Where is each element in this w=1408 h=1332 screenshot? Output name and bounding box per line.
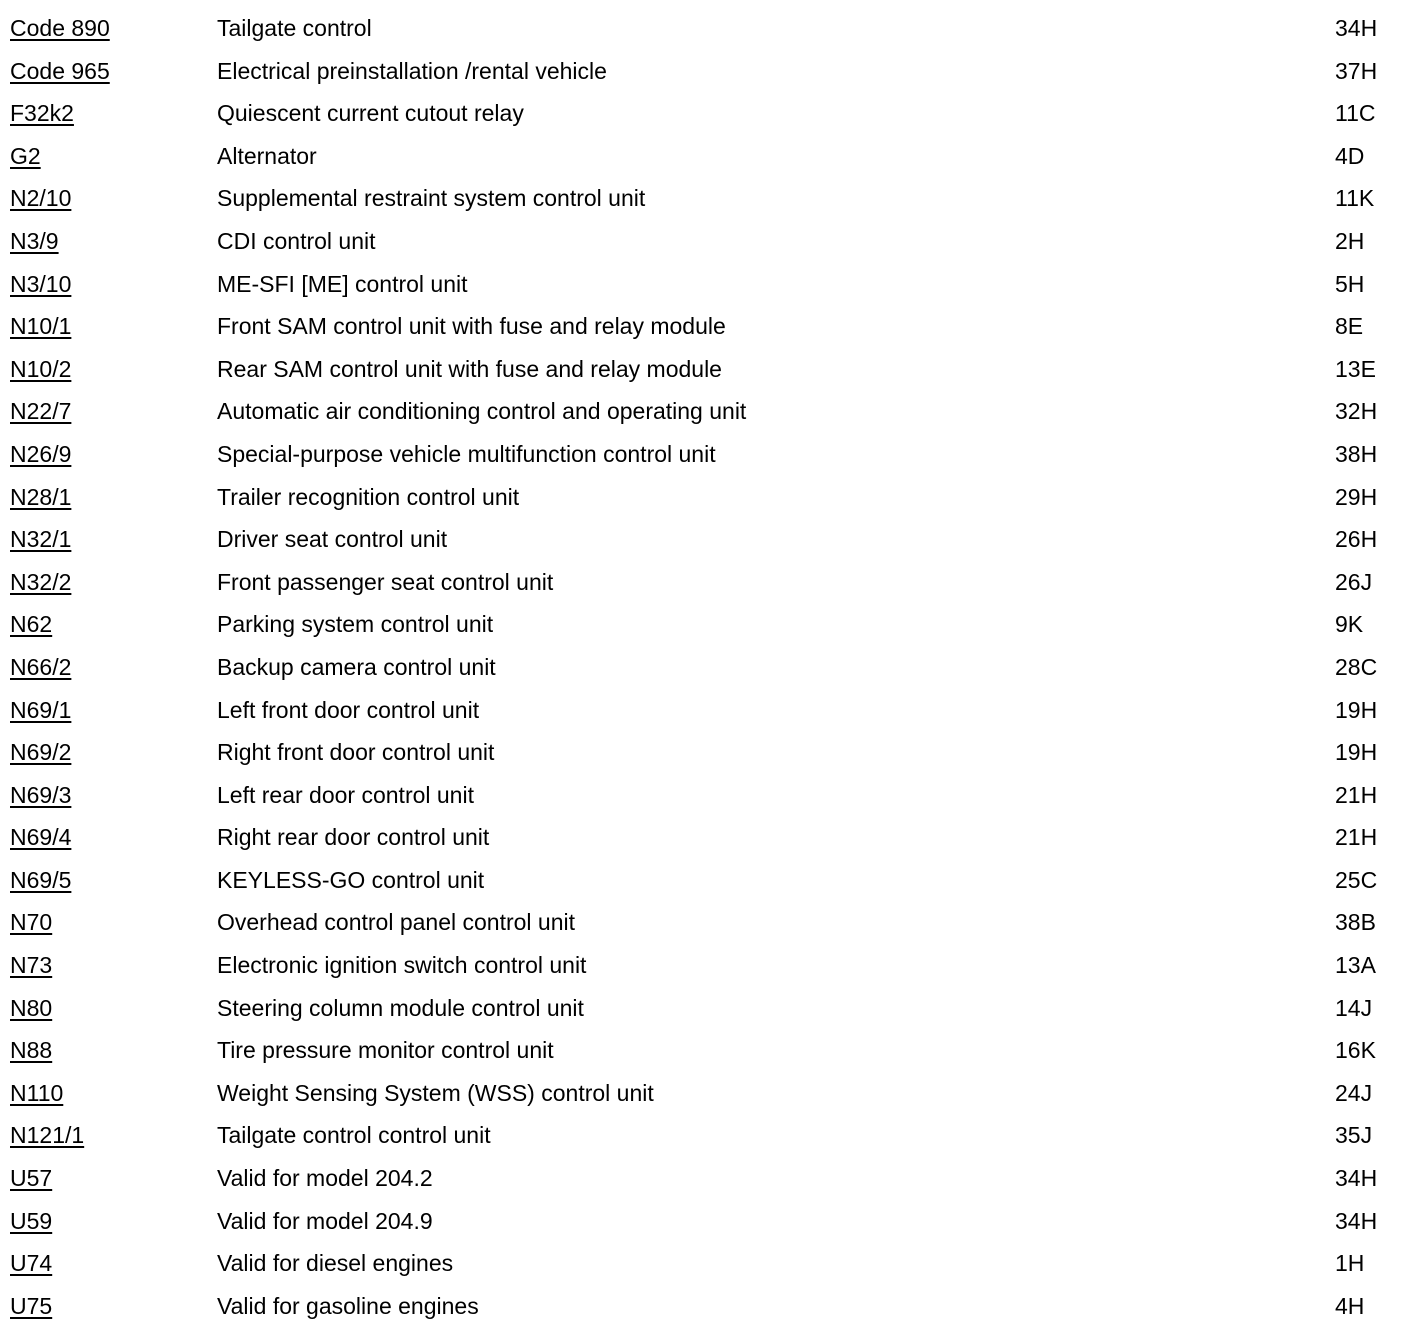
grid-location: 26H bbox=[1335, 526, 1378, 553]
component-code-link[interactable]: N3/10 bbox=[10, 270, 72, 297]
component-description: Valid for model 204.2 bbox=[217, 1165, 433, 1192]
grid-location: 19H bbox=[1335, 739, 1378, 766]
component-code-link[interactable]: N80 bbox=[10, 994, 53, 1021]
component-code-link[interactable]: N66/2 bbox=[10, 653, 72, 680]
component-description: ME-SFI [ME] control unit bbox=[217, 270, 468, 297]
component-description: Electrical preinstallation /rental vehicle bbox=[217, 57, 607, 84]
grid-location: 24J bbox=[1335, 1079, 1373, 1106]
component-code-link[interactable]: N62 bbox=[10, 611, 53, 638]
component-code-link[interactable]: N28/1 bbox=[10, 483, 72, 510]
component-description: Trailer recognition control unit bbox=[217, 483, 520, 510]
component-code-link[interactable]: N69/4 bbox=[10, 824, 72, 851]
component-code-link[interactable]: U75 bbox=[10, 1292, 53, 1319]
grid-location: 19H bbox=[1335, 696, 1378, 723]
component-code-link[interactable]: N32/1 bbox=[10, 526, 72, 553]
component-code-link[interactable]: N88 bbox=[10, 1037, 53, 1064]
component-description: Rear SAM control unit with fuse and relay module bbox=[217, 355, 722, 382]
grid-location: 13A bbox=[1335, 952, 1376, 979]
legend-row bbox=[0, 177, 1408, 220]
legend-row bbox=[0, 518, 1408, 561]
component-code-link[interactable]: U74 bbox=[10, 1250, 53, 1277]
grid-location: 34H bbox=[1335, 15, 1378, 41]
component-code-link[interactable]: N3/9 bbox=[10, 227, 59, 254]
legend-row bbox=[0, 92, 1408, 135]
legend-row bbox=[0, 816, 1408, 859]
component-code-link[interactable]: N10/2 bbox=[10, 355, 72, 382]
component-description: KEYLESS-GO control unit bbox=[217, 866, 485, 893]
legend-row bbox=[0, 433, 1408, 476]
component-code-link[interactable]: N73 bbox=[10, 952, 53, 979]
grid-location: 9K bbox=[1335, 611, 1364, 638]
component-description: Valid for gasoline engines bbox=[217, 1292, 479, 1319]
grid-location: 35J bbox=[1335, 1122, 1373, 1149]
legend-row bbox=[0, 348, 1408, 391]
legend-row bbox=[0, 689, 1408, 732]
component-code-link[interactable]: Code 890 bbox=[10, 15, 110, 41]
grid-location: 37H bbox=[1335, 57, 1378, 84]
component-description: Left rear door control unit bbox=[217, 781, 474, 808]
component-description: Overhead control panel control unit bbox=[217, 909, 575, 936]
legend-row bbox=[0, 774, 1408, 817]
component-description: CDI control unit bbox=[217, 227, 376, 254]
grid-location: 34H bbox=[1335, 1165, 1378, 1192]
component-description: Alternator bbox=[217, 142, 317, 169]
component-description: Tailgate control bbox=[217, 15, 372, 41]
component-code-link[interactable]: N10/1 bbox=[10, 313, 72, 340]
component-description: Front passenger seat control unit bbox=[217, 568, 554, 595]
component-description: Supplemental restraint system control unit bbox=[217, 185, 646, 212]
legend-row bbox=[0, 1157, 1408, 1200]
component-description: Front SAM control unit with fuse and relay module bbox=[217, 313, 726, 340]
component-description: Tire pressure monitor control unit bbox=[217, 1037, 554, 1064]
component-code-link[interactable]: F32k2 bbox=[10, 100, 74, 127]
component-code-link[interactable]: N26/9 bbox=[10, 440, 72, 467]
legend-row bbox=[0, 901, 1408, 944]
component-description: Electronic ignition switch control unit bbox=[217, 952, 587, 979]
component-description: Parking system control unit bbox=[217, 611, 494, 638]
grid-location: 1H bbox=[1335, 1250, 1365, 1277]
grid-location: 11K bbox=[1335, 185, 1375, 212]
component-description: Automatic air conditioning control and operating unit bbox=[217, 398, 747, 425]
component-description: Steering column module control unit bbox=[217, 994, 584, 1021]
component-description: Left front door control unit bbox=[217, 696, 480, 723]
grid-location: 32H bbox=[1335, 398, 1378, 425]
legend-row bbox=[0, 646, 1408, 689]
legend-row bbox=[0, 1029, 1408, 1072]
component-description: Weight Sensing System (WSS) control unit bbox=[217, 1079, 654, 1106]
grid-location: 28C bbox=[1335, 653, 1378, 680]
legend-row bbox=[0, 263, 1408, 306]
legend-row bbox=[0, 603, 1408, 646]
legend-row bbox=[0, 1114, 1408, 1157]
grid-location: 26J bbox=[1335, 568, 1373, 595]
component-code-link[interactable]: N22/7 bbox=[10, 398, 72, 425]
component-code-link[interactable]: G2 bbox=[10, 142, 41, 169]
grid-location: 21H bbox=[1335, 781, 1378, 808]
legend-row bbox=[0, 7, 1408, 50]
grid-location: 13E bbox=[1335, 355, 1376, 382]
grid-location: 4H bbox=[1335, 1292, 1365, 1319]
component-code-link[interactable]: N69/3 bbox=[10, 781, 72, 808]
component-code-link[interactable]: N69/2 bbox=[10, 739, 72, 766]
component-code-link[interactable]: U57 bbox=[10, 1165, 53, 1192]
component-description: Valid for model 204.9 bbox=[217, 1207, 433, 1234]
component-code-link[interactable]: N121/1 bbox=[10, 1122, 85, 1149]
legend-row bbox=[0, 135, 1408, 178]
legend-row bbox=[0, 50, 1408, 93]
grid-location: 21H bbox=[1335, 824, 1378, 851]
legend-row bbox=[0, 220, 1408, 263]
component-code-link[interactable]: N2/10 bbox=[10, 185, 72, 212]
component-code-link[interactable]: N32/2 bbox=[10, 568, 72, 595]
legend-row bbox=[0, 1242, 1408, 1285]
component-code-link[interactable]: N69/5 bbox=[10, 866, 72, 893]
legend-row bbox=[0, 1285, 1408, 1328]
grid-location: 4D bbox=[1335, 142, 1365, 169]
legend-row bbox=[0, 859, 1408, 902]
grid-location: 5H bbox=[1335, 270, 1365, 297]
component-code-link[interactable]: N69/1 bbox=[10, 696, 72, 723]
grid-location: 14J bbox=[1335, 994, 1373, 1021]
component-code-link[interactable]: N110 bbox=[10, 1079, 64, 1106]
component-description: Driver seat control unit bbox=[217, 526, 448, 553]
legend-row bbox=[0, 390, 1408, 433]
component-description: Special-purpose vehicle multifunction control unit bbox=[217, 440, 716, 467]
legend-row bbox=[0, 305, 1408, 348]
grid-location: 16K bbox=[1335, 1037, 1376, 1064]
grid-location: 34H bbox=[1335, 1207, 1378, 1234]
legend-row bbox=[0, 1072, 1408, 1115]
component-description: Right front door control unit bbox=[217, 739, 495, 766]
component-code-link[interactable]: N70 bbox=[10, 909, 53, 936]
component-description: Backup camera control unit bbox=[217, 653, 496, 680]
grid-location: 11C bbox=[1335, 100, 1376, 127]
component-code-link[interactable]: U59 bbox=[10, 1207, 53, 1234]
component-description: Tailgate control control unit bbox=[217, 1122, 491, 1149]
legend-row bbox=[0, 944, 1408, 987]
grid-location: 2H bbox=[1335, 227, 1365, 254]
grid-location: 8E bbox=[1335, 313, 1364, 340]
legend-row bbox=[0, 1200, 1408, 1243]
legend-row bbox=[0, 476, 1408, 519]
grid-location: 38H bbox=[1335, 440, 1378, 467]
legend-row bbox=[0, 731, 1408, 774]
grid-location: 29H bbox=[1335, 483, 1378, 510]
legend-row bbox=[0, 987, 1408, 1030]
legend-row bbox=[0, 561, 1408, 604]
component-legend-table bbox=[0, 7, 1408, 1327]
component-code-link[interactable]: Code 965 bbox=[10, 57, 110, 84]
component-description: Quiescent current cutout relay bbox=[217, 100, 524, 127]
grid-location: 38B bbox=[1335, 909, 1376, 936]
component-description: Valid for diesel engines bbox=[217, 1250, 454, 1277]
grid-location: 25C bbox=[1335, 866, 1378, 893]
component-description: Right rear door control unit bbox=[217, 824, 490, 851]
